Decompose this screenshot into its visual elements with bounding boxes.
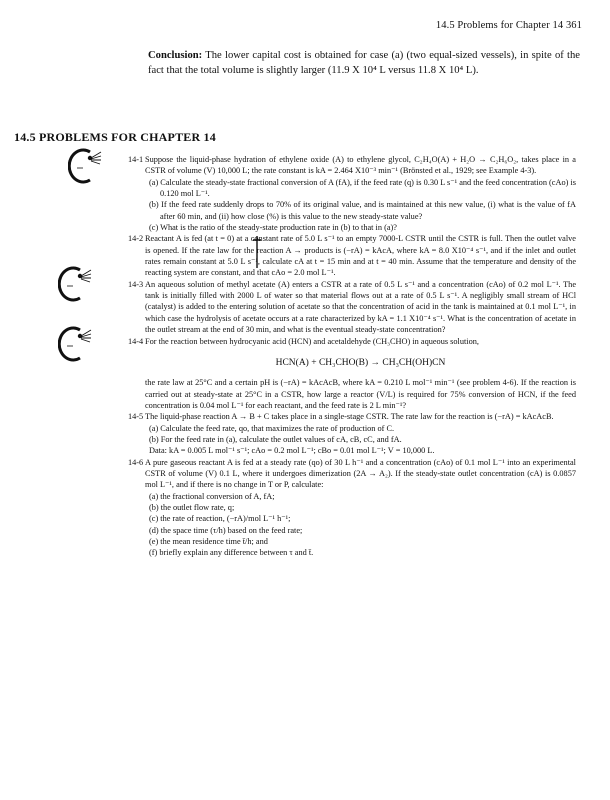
problem-part: (c) the rate of reaction, (−rA)/mol L⁻¹ h⁻¹; <box>149 514 291 524</box>
conclusion-lead: Conclusion: <box>148 50 203 61</box>
cd-rom-icon <box>58 264 92 304</box>
problem-number: 14-4 <box>128 336 144 346</box>
problem-14-3 <box>128 279 576 336</box>
problem-part: (b) For the feed rate in (a), calculate the outlet values of cA, cB, cC, and fA. <box>149 434 402 444</box>
problems-list <box>128 154 576 559</box>
problem-14-2 <box>128 233 576 278</box>
cd-rom-icon <box>58 324 92 364</box>
section-title: 14.5 PROBLEMS FOR CHAPTER 14 <box>14 130 216 144</box>
problem-text-continued: the rate law at 25°C and a certain pH is (−rA) = kAcAcB, where kA = 0.210 L mol⁻¹ min⁻¹ (see problem 4-6). If the reaction is carried out at steady-state at 25°C in a CSTR, how large a reactor (V/L) is required for 75% conversion of HCN, if the feed concentration is 0.04 mol L⁻¹ for each reactant, and the feed rate is 2 L min⁻¹? <box>145 378 576 410</box>
problem-number: 14-2 <box>128 234 144 244</box>
problem-text: An aqueous solution of methyl acetate (A) enters a CSTR at a rate of 0.5 L s⁻¹ and a concentration (cAo) of 0.2 mol L⁻¹. The tank is initially filled with 2000 L of water so that material flows out at a rate of 0.5 L s⁻¹. A negligibly small stream of HCl (catalyst) is added to the entering solution of acetate so that the concentration of acid in the tank is maintained at 0.1 mol L⁻¹, in which case the hydrolysis of acetate occurs at a rate characterized by kA = 1.1 X10⁻⁴ s⁻¹. What is the concentration of acetate in the outlet stream at the end of 30 min, and what is the eventual steady-state concentration? <box>145 279 576 335</box>
problem-number: 14-1 <box>128 155 144 164</box>
cd-rom-icon <box>68 146 102 186</box>
conclusion-paragraph <box>148 48 580 78</box>
problem-text: Reactant A is fed (at t = 0) at a constant rate of 5.0 L s⁻¹ to an empty 7000-L CSTR until the CSTR is full. Then the outlet valve is opened. If the rate law for the reaction A → products is (−rA) = kAcA, where kA = 8.0 X10⁻⁴ s⁻¹, and if the inlet and outlet rates remain constant at 5.0 L s⁻¹, calculate cA at t = 15 min and at t = 40 min. Assume that the temperature and density of the reacting system are constant, and that cAo = 2.0 mol L⁻¹. <box>145 234 576 278</box>
problem-number: 14-6 <box>128 457 144 467</box>
problem-14-5 <box>128 411 576 456</box>
problem-data: Data: kA = 0.005 L mol⁻¹ s⁻¹; cAo = 0.2 mol L⁻¹; cBo = 0.01 mol L⁻¹; V = 10,000 L. <box>149 446 435 456</box>
conclusion-text: The lower capital cost is obtained for case (a) (two equal-sized vessels), in spite of the fact that the total volume is slightly larger (11.9 X 10⁴ L versus 11.8 X 10⁴ L). <box>148 50 580 76</box>
problem-part: (c) What is the ratio of the steady-state production rate in (b) to that in (a)? <box>149 223 397 233</box>
problem-text: A pure gaseous reactant A is fed at a steady rate (qo) of 30 L h⁻¹ and a concentration (cAo) of 0.1 mol L⁻¹ into an experimental CSTR of volume (V) 0.1 L, where it undergoes dimerization (2A → A₂). If the steady-state outlet concentration (cA) is 0.0857 mol L⁻¹, and if there is no change in T or P, calculate: <box>145 457 576 490</box>
reaction-equation: HCN(A) + CH₃CHO(B) → CH₃CH(OH)CN <box>275 357 446 368</box>
problem-part: (b) If the feed rate suddenly drops to 70% of its original value, and is maintained at this new value, (i) what is the value of fA after 60 min, and (ii) how close (%) is this value to the new steady-state value? <box>149 200 576 221</box>
problem-number: 14-3 <box>128 279 144 289</box>
problem-part: (e) the mean residence time t̄/h; and <box>149 537 268 546</box>
problem-14-1 <box>128 154 576 233</box>
problem-number: 14-5 <box>128 412 144 422</box>
problem-part: (b) the outlet flow rate, q; <box>149 502 235 512</box>
problem-part: (a) the fractional conversion of A, fA; <box>149 491 275 501</box>
problem-text: For the reaction between hydrocyanic acid (HCN) and acetaldehyde (CH₃CHO) in aqueous solution, <box>145 336 479 346</box>
page-header: 14.5 Problems for Chapter 14 361 <box>435 20 582 31</box>
problem-part: (d) the space time (τ/h) based on the feed rate; <box>149 525 303 535</box>
problem-part: (a) Calculate the feed rate, qo, that maximizes the rate of production of C. <box>149 423 395 433</box>
problem-text: Suppose the liquid-phase hydration of ethylene oxide (A) to ethylene glycol, C₂H₄O(A) + H₂O → C₂H₆O₂, takes place in a CSTR of volume (V) 10,000 L; the rate constant is kA = 2.464 X10⁻³ min⁻¹ (Brönsted et al., 1929; see Example 4-3). <box>145 155 576 176</box>
problem-part: (f) briefly explain any difference between τ and t̄. <box>149 548 314 558</box>
problem-14-6 <box>128 457 576 559</box>
problem-part: (a) Calculate the steady-state fractional conversion of A (fA), if the feed rate (q) is 0.30 L s⁻¹ and the feed concentration (cAo) is 0.120 mol L⁻¹. <box>149 177 576 199</box>
problem-14-4 <box>128 336 576 412</box>
problem-text: The liquid-phase reaction A → B + C takes place in a single-stage CSTR. The rate law for the reaction is (−rA) = kAcAcB. <box>145 412 554 422</box>
